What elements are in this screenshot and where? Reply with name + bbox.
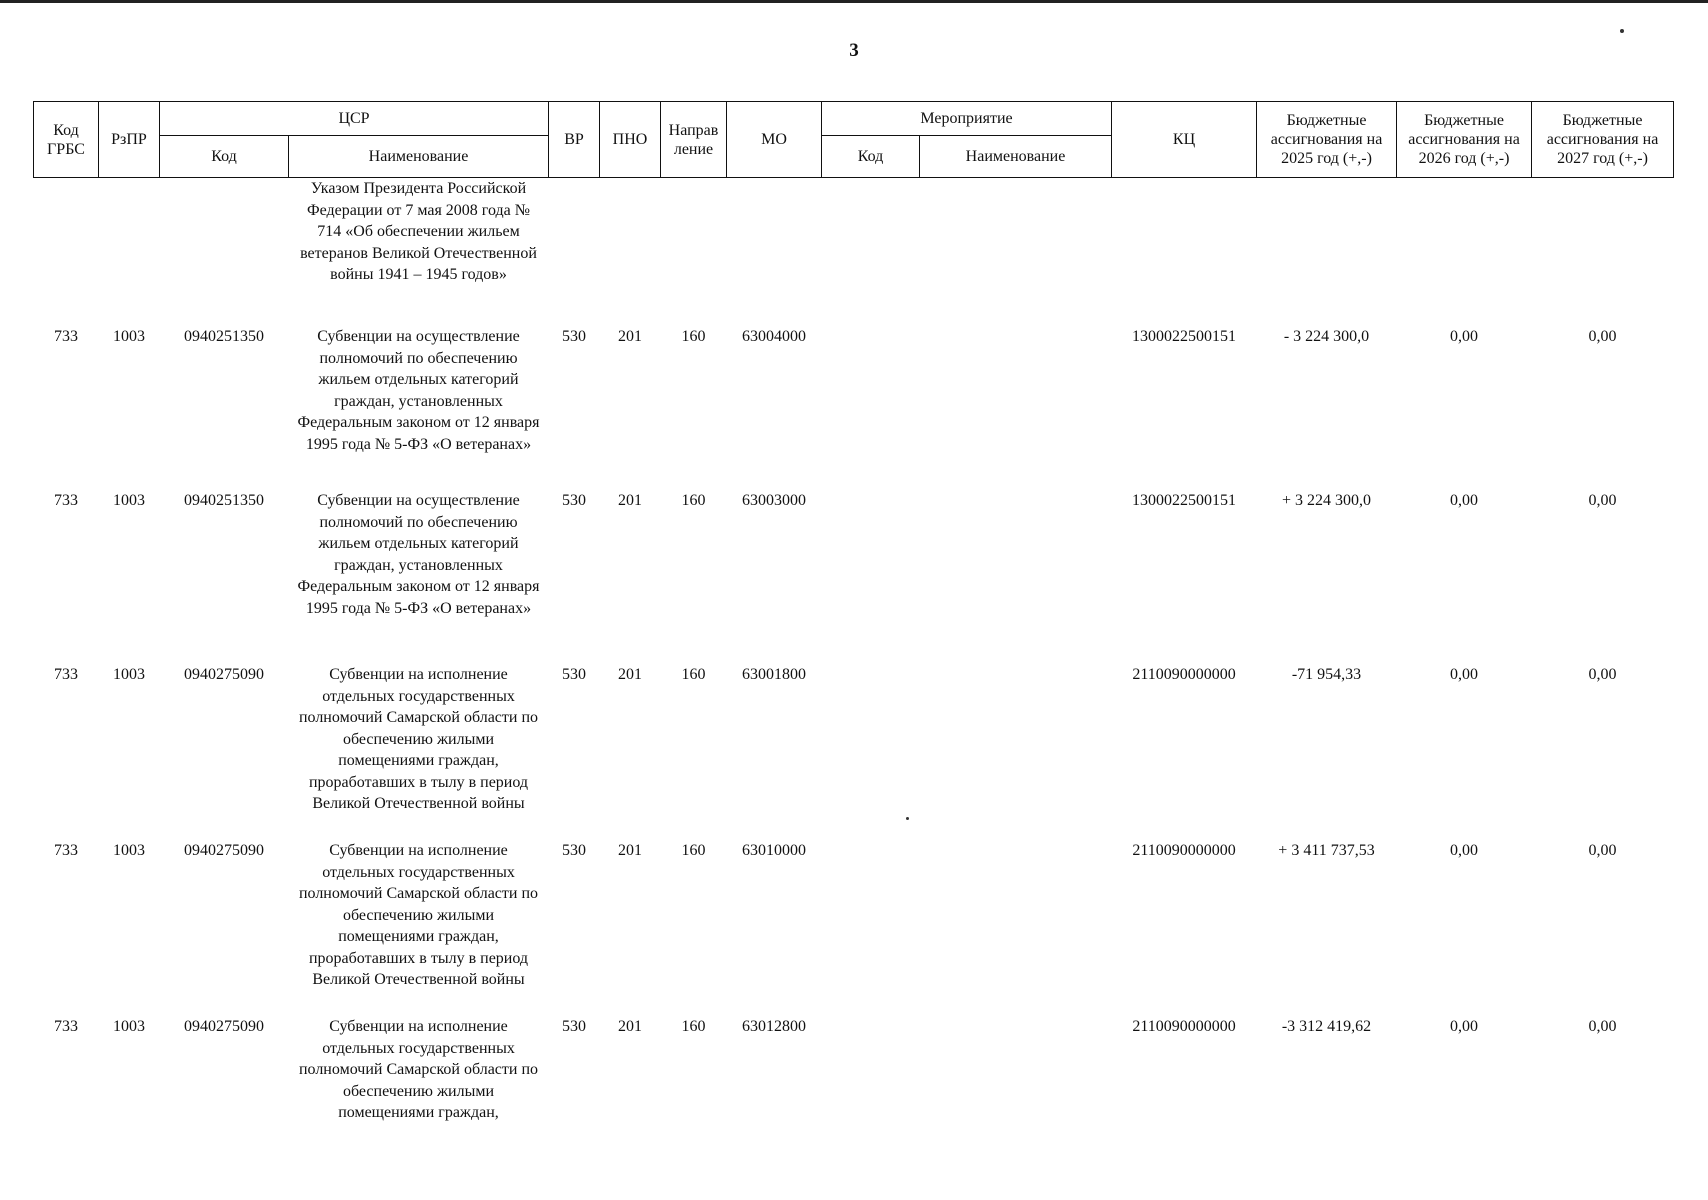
table-row <box>34 840 1674 1016</box>
cell-rzpr: 1003 <box>113 492 145 509</box>
header-kod-grbs: Код ГРБС <box>34 102 99 178</box>
cell-b2026: 0,00 <box>1450 328 1479 345</box>
header-rzpr: РзПР <box>99 102 160 178</box>
cell-mer-name <box>920 1016 1112 1126</box>
cell-mer-name <box>920 490 1112 664</box>
cell-rzpr: 1003 <box>113 1018 145 1035</box>
cell-mer-kod <box>822 490 920 664</box>
cell-kc: 1300022500151 <box>1132 328 1237 345</box>
cell-name: Субвенции на исполнение отдельных государственных полномочий Самарской области по обеспечению жилыми помещениями граждан, проработавших в тылу в период Великой Отечественной войны <box>298 666 539 812</box>
cell-grbs: 733 <box>54 842 78 859</box>
cell-pno: 201 <box>618 328 642 345</box>
cell-name: Субвенции на осуществление полномочий по обеспечению жильем отдельных категорий граждан, установленных Федеральным законом от 12 января 1995 года № 5-ФЗ «О ветеранах» <box>297 492 540 617</box>
header-pno: ПНО <box>600 102 661 178</box>
cell-mo: 63012800 <box>742 1018 806 1035</box>
cell-grbs: 733 <box>54 666 78 683</box>
table-row <box>34 1016 1674 1126</box>
cell-b2025: -71 954,33 <box>1291 666 1362 683</box>
cell-pno: 201 <box>618 492 642 509</box>
cell-csr-kod: 0940251350 <box>184 328 264 345</box>
cell-vr: 530 <box>562 666 586 683</box>
cell-napr: 160 <box>681 842 706 859</box>
cell-kc: 2110090000000 <box>1132 842 1236 859</box>
cell-napr: 160 <box>681 1018 706 1035</box>
cell-kc: 2110090000000 <box>1132 666 1236 683</box>
cell-vr: 530 <box>562 328 586 345</box>
cell-b2025: + 3 224 300,0 <box>1282 492 1372 509</box>
cell-kc: 2110090000000 <box>1132 1018 1236 1035</box>
cell-csr-kod: 0940251350 <box>184 492 264 509</box>
cell-vr: 530 <box>562 842 586 859</box>
table-body <box>34 178 1674 1127</box>
cell-b2027: 0,00 <box>1588 328 1617 345</box>
cell-pno: 201 <box>618 1018 642 1035</box>
header-mer-kod: Код <box>822 136 920 178</box>
cell-csr-kod: 0940275090 <box>184 666 264 683</box>
continuation-text: Указом Президента Российской Федерации от 7 мая 2008 года № 714 «Об обеспечении жильем ветеранов Великой Отечественной войны 1941 – 1945 годов» <box>300 180 537 283</box>
page-number: 3 <box>849 40 859 61</box>
cell-mo: 63003000 <box>742 492 806 509</box>
cell-pno: 201 <box>618 842 642 859</box>
cell-b2025: + 3 411 737,53 <box>1278 842 1375 859</box>
cell-mer-kod <box>822 326 920 490</box>
cell-b2027: 0,00 <box>1588 1018 1617 1035</box>
cell-name: Субвенции на исполнение отдельных государственных полномочий Самарской области по обеспечению жилыми помещениями граждан, <box>298 1018 539 1121</box>
cell-rzpr: 1003 <box>113 666 145 683</box>
scan-speck <box>906 817 909 820</box>
header-budget-2026: Бюджетные ассигнования на 2026 год (+,-) <box>1397 102 1532 178</box>
scan-top-border <box>0 0 1708 3</box>
cell-b2025: -3 312 419,62 <box>1281 1018 1372 1035</box>
cell-csr-kod: 0940275090 <box>184 842 264 859</box>
cell-napr: 160 <box>681 328 706 345</box>
cell-kc: 1300022500151 <box>1132 492 1237 509</box>
budget-table <box>33 101 1674 1126</box>
cell-rzpr: 1003 <box>113 328 145 345</box>
table-row <box>34 664 1674 840</box>
scan-speck <box>1620 29 1624 33</box>
cell-mo: 63001800 <box>742 666 806 683</box>
cell-grbs: 733 <box>54 328 78 345</box>
header-meropriyatie: Мероприятие <box>822 102 1112 136</box>
cell-b2027: 0,00 <box>1588 666 1617 683</box>
cell-vr: 530 <box>562 492 586 509</box>
cell-grbs: 733 <box>54 492 78 509</box>
header-kc: КЦ <box>1112 102 1257 178</box>
cell-mer-kod <box>822 1016 920 1126</box>
cell-csr-kod: 0940275090 <box>184 1018 264 1035</box>
header-mer-name: Наименование <box>920 136 1112 178</box>
header-csr: ЦСР <box>160 102 549 136</box>
header-csr-kod: Код <box>160 136 289 178</box>
cell-b2026: 0,00 <box>1450 1018 1479 1035</box>
cell-name: Субвенции на исполнение отдельных государственных полномочий Самарской области по обеспечению жилыми помещениями граждан, проработавших в тылу в период Великой Отечественной войны <box>298 842 539 988</box>
table-header <box>34 102 1674 178</box>
cell-napr: 160 <box>681 666 706 683</box>
cell-napr: 160 <box>681 492 706 509</box>
header-vr: ВР <box>549 102 600 178</box>
table-row-continuation <box>34 178 1674 327</box>
cell-b2026: 0,00 <box>1450 666 1479 683</box>
cell-name: Субвенции на осуществление полномочий по обеспечению жильем отдельных категорий граждан, установленных Федеральным законом от 12 января 1995 года № 5-ФЗ «О ветеранах» <box>297 328 540 453</box>
cell-b2027: 0,00 <box>1588 492 1617 509</box>
cell-grbs: 733 <box>54 1018 78 1035</box>
header-mo: МО <box>727 102 822 178</box>
cell-b2026: 0,00 <box>1450 842 1479 859</box>
cell-b2026: 0,00 <box>1450 492 1479 509</box>
header-budget-2027: Бюджетные ассигнования на 2027 год (+,-) <box>1532 102 1674 178</box>
table-row <box>34 326 1674 490</box>
cell-mer-name <box>920 664 1112 840</box>
header-napravlenie: Направ ление <box>661 102 727 178</box>
cell-mer-name <box>920 840 1112 1016</box>
table-row <box>34 490 1674 664</box>
cell-rzpr: 1003 <box>113 842 145 859</box>
cell-vr: 530 <box>562 1018 586 1035</box>
cell-b2027: 0,00 <box>1588 842 1617 859</box>
cell-pno: 201 <box>618 666 642 683</box>
header-budget-2025: Бюджетные ассигнования на 2025 год (+,-) <box>1257 102 1397 178</box>
header-csr-name: Наименование <box>289 136 549 178</box>
cell-mer-kod <box>822 664 920 840</box>
cell-mo: 63004000 <box>742 328 806 345</box>
cell-b2025: - 3 224 300,0 <box>1283 328 1370 345</box>
cell-mer-name <box>920 326 1112 490</box>
cell-mo: 63010000 <box>742 842 806 859</box>
cell-mer-kod <box>822 840 920 1016</box>
